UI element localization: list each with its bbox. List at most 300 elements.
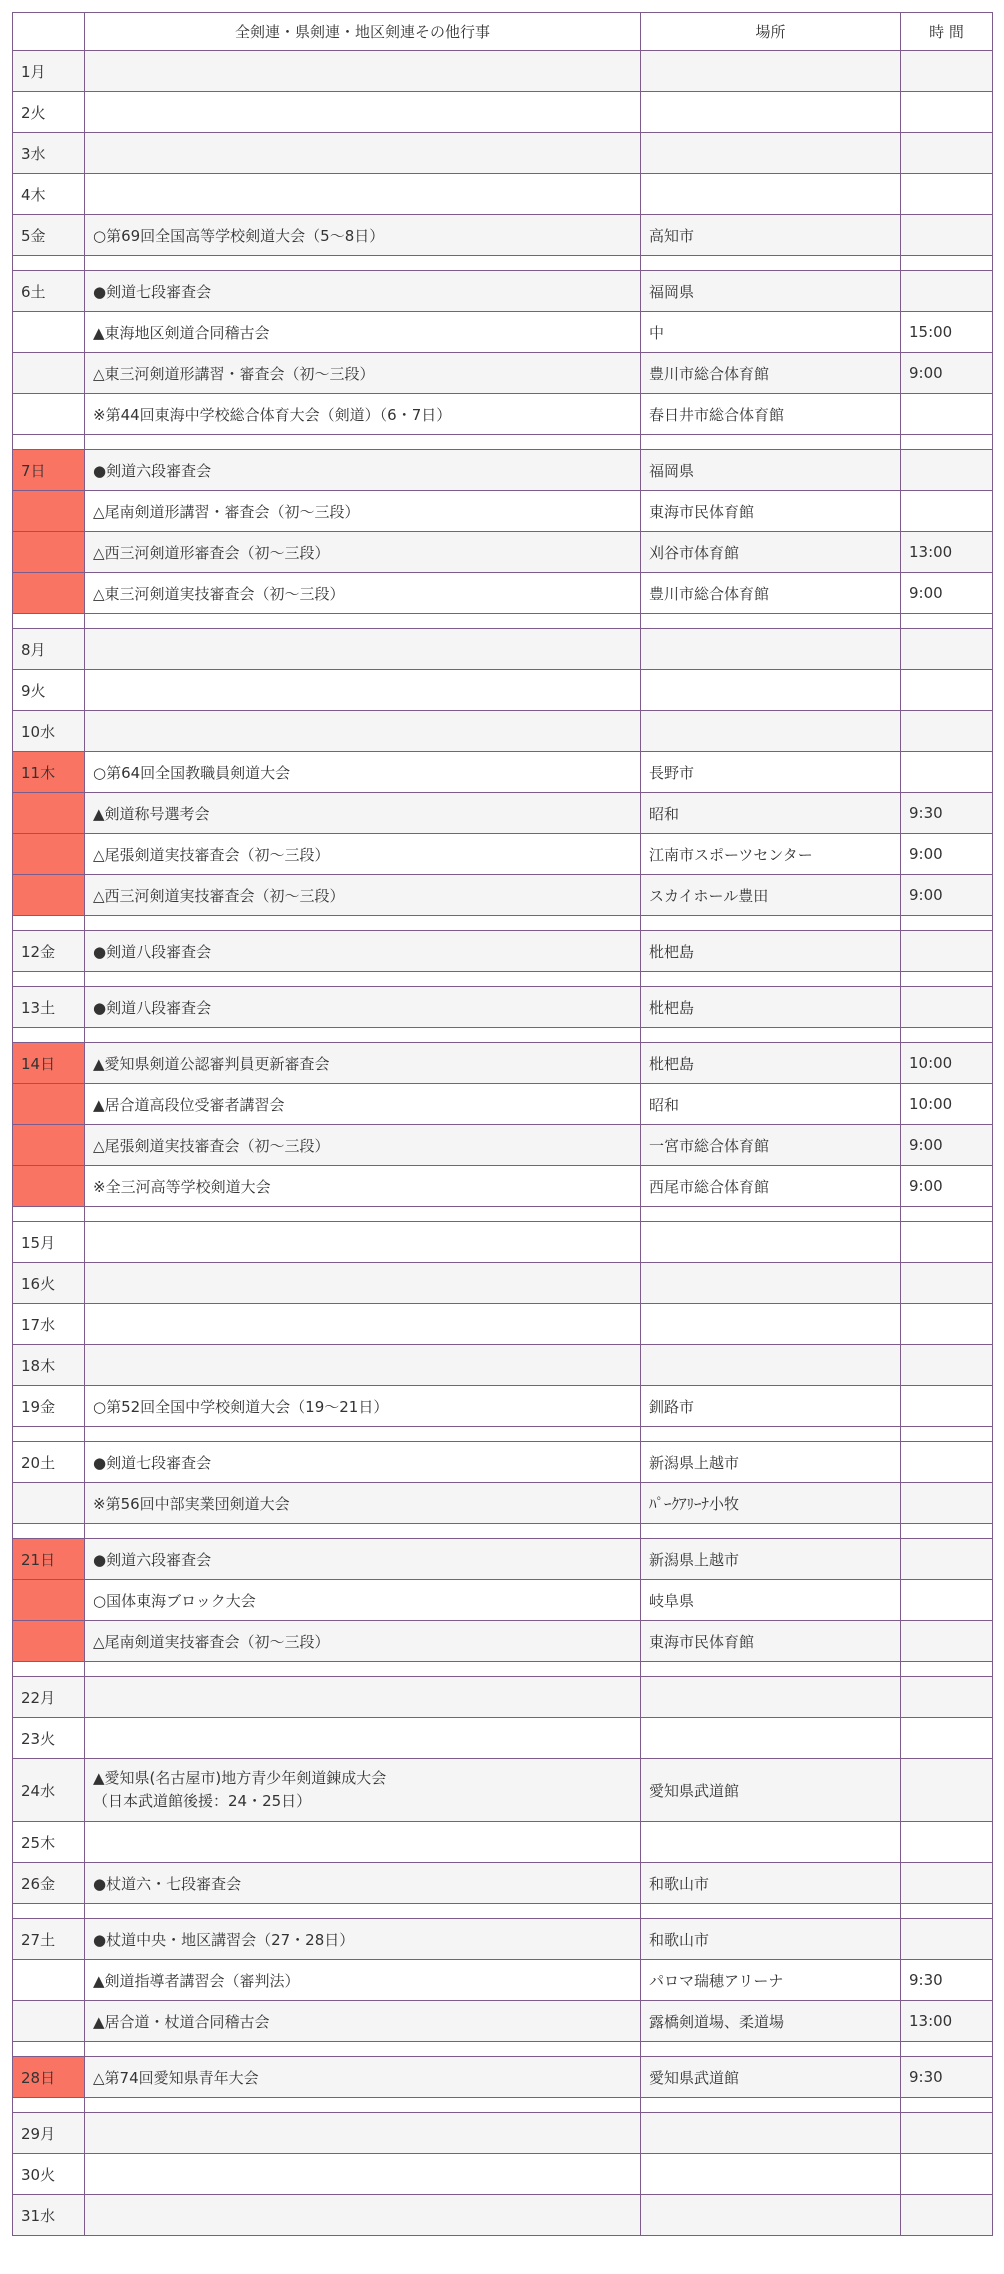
place-cell: [641, 133, 901, 174]
event-cell: ●剣道八段審査会: [85, 931, 641, 972]
event-cell: △尾南剣道形講習・審査会（初〜三段）: [85, 491, 641, 532]
place-cell: [641, 92, 901, 133]
time-cell: [901, 1304, 993, 1345]
place-cell: 東海市民体育館: [641, 491, 901, 532]
event-cell: △東三河剣道実技審査会（初〜三段）: [85, 573, 641, 614]
spacer-cell: [641, 1207, 901, 1222]
header-time: 時 間: [901, 13, 993, 51]
event-cell: [85, 51, 641, 92]
time-cell: [901, 450, 993, 491]
event-cell: ○第69回全国高等学校剣道大会（5〜8日）: [85, 215, 641, 256]
time-cell: [901, 752, 993, 793]
event-cell: [85, 1222, 641, 1263]
place-cell: 中: [641, 312, 901, 353]
date-cell: 5金: [13, 215, 85, 256]
date-cell: [13, 1580, 85, 1621]
header-date: [13, 13, 85, 51]
event-cell: [85, 1677, 641, 1718]
date-cell: 7日: [13, 450, 85, 491]
spacer-cell: [13, 614, 85, 629]
spacer-cell: [13, 1028, 85, 1043]
event-cell: △第74回愛知県青年大会: [85, 2057, 641, 2098]
date-cell: [13, 1125, 85, 1166]
time-cell: [901, 2154, 993, 2195]
place-cell: 昭和: [641, 1084, 901, 1125]
place-cell: [641, 1263, 901, 1304]
time-cell: [901, 1759, 993, 1822]
spacer-cell: [85, 435, 641, 450]
spacer-cell: [85, 972, 641, 987]
event-cell: ▲東海地区剣道合同稽古会: [85, 312, 641, 353]
table-row: [13, 1822, 993, 1863]
event-cell: ▲愛知県剣道公認審判員更新審査会: [85, 1043, 641, 1084]
spacer-cell: [641, 972, 901, 987]
time-cell: [901, 629, 993, 670]
event-cell: ●剣道七段審査会: [85, 1442, 641, 1483]
spacer-cell: [85, 2098, 641, 2113]
table-row: [13, 2113, 993, 2154]
table-row: [13, 1580, 993, 1621]
spacer-cell: [901, 1662, 993, 1677]
spacer-cell: [13, 1904, 85, 1919]
table-row: [13, 793, 993, 834]
event-cell: [85, 1822, 641, 1863]
event-cell: ●剣道六段審査会: [85, 450, 641, 491]
spacer-cell: [901, 256, 993, 271]
table-row: [13, 174, 993, 215]
spacer-cell: [901, 2042, 993, 2057]
table-row: [13, 1386, 993, 1427]
place-cell: [641, 2113, 901, 2154]
spacer-cell: [641, 2042, 901, 2057]
event-cell: ●剣道八段審査会: [85, 987, 641, 1028]
place-cell: 和歌山市: [641, 1919, 901, 1960]
spacer-cell: [641, 1427, 901, 1442]
date-cell: 16火: [13, 1263, 85, 1304]
time-cell: [901, 491, 993, 532]
event-cell: [85, 1304, 641, 1345]
date-cell: [13, 875, 85, 916]
event-cell: [85, 711, 641, 752]
place-cell: [641, 1822, 901, 1863]
time-cell: [901, 2195, 993, 2236]
time-cell: [901, 1386, 993, 1427]
date-cell: 19金: [13, 1386, 85, 1427]
table-row: [13, 1539, 993, 1580]
place-cell: [641, 174, 901, 215]
date-cell: 4木: [13, 174, 85, 215]
spacer-row: [13, 2042, 993, 2057]
date-cell: 11木: [13, 752, 85, 793]
date-cell: 14日: [13, 1043, 85, 1084]
time-cell: [901, 1822, 993, 1863]
spacer-cell: [13, 972, 85, 987]
place-cell: 東海市民体育館: [641, 1621, 901, 1662]
event-cell: ○第64回全国教職員剣道大会: [85, 752, 641, 793]
table-row: [13, 1677, 993, 1718]
time-cell: [901, 1677, 993, 1718]
place-cell: 新潟県上越市: [641, 1539, 901, 1580]
table-row: [13, 1863, 993, 1904]
event-line: ▲愛知県(名古屋市)地方青少年剣道錬成大会: [93, 1769, 387, 1787]
time-cell: [901, 670, 993, 711]
event-cell: ●剣道七段審査会: [85, 271, 641, 312]
place-cell: スカイホール豊田: [641, 875, 901, 916]
event-cell: ○国体東海ブロック大会: [85, 1580, 641, 1621]
event-cell: △尾張剣道実技審査会（初〜三段）: [85, 1125, 641, 1166]
date-cell: [13, 1084, 85, 1125]
header-place: 場所: [641, 13, 901, 51]
time-cell: [901, 1580, 993, 1621]
time-cell: [901, 271, 993, 312]
date-cell: [13, 1483, 85, 1524]
place-cell: [641, 670, 901, 711]
place-cell: 釧路市: [641, 1386, 901, 1427]
spacer-cell: [901, 972, 993, 987]
place-cell: 新潟県上越市: [641, 1442, 901, 1483]
spacer-row: [13, 1904, 993, 1919]
event-cell: △西三河剣道実技審査会（初〜三段）: [85, 875, 641, 916]
time-cell: [901, 1442, 993, 1483]
event-cell: [85, 1759, 641, 1822]
table-row: [13, 875, 993, 916]
table-row: [13, 1483, 993, 1524]
date-cell: 2火: [13, 92, 85, 133]
spacer-cell: [13, 1207, 85, 1222]
place-cell: パロマ瑞穂アリーナ: [641, 1960, 901, 2001]
table-body: [13, 51, 993, 2236]
table-row: [13, 1718, 993, 1759]
place-cell: [641, 629, 901, 670]
spacer-cell: [641, 1524, 901, 1539]
spacer-cell: [85, 1427, 641, 1442]
date-cell: 28日: [13, 2057, 85, 2098]
place-cell: [641, 1718, 901, 1759]
spacer-row: [13, 1524, 993, 1539]
table-row: [13, 491, 993, 532]
date-cell: [13, 834, 85, 875]
spacer-cell: [13, 916, 85, 931]
time-cell: 9:30: [901, 793, 993, 834]
event-cell: [85, 1345, 641, 1386]
spacer-cell: [85, 256, 641, 271]
spacer-cell: [901, 1524, 993, 1539]
time-cell: [901, 1863, 993, 1904]
place-cell: 岐阜県: [641, 1580, 901, 1621]
spacer-row: [13, 614, 993, 629]
event-cell: [85, 174, 641, 215]
time-cell: 9:30: [901, 1960, 993, 2001]
event-cell: [85, 133, 641, 174]
place-cell: [641, 51, 901, 92]
time-cell: 9:00: [901, 875, 993, 916]
time-cell: 9:00: [901, 573, 993, 614]
spacer-row: [13, 972, 993, 987]
time-cell: 10:00: [901, 1043, 993, 1084]
time-cell: [901, 931, 993, 972]
spacer-cell: [901, 1207, 993, 1222]
spacer-cell: [85, 1662, 641, 1677]
place-cell: 高知市: [641, 215, 901, 256]
place-cell: 福岡県: [641, 450, 901, 491]
spacer-row: [13, 1207, 993, 1222]
place-cell: ﾊﾟｰｸｱﾘｰﾅ小牧: [641, 1483, 901, 1524]
date-cell: 6土: [13, 271, 85, 312]
place-cell: [641, 1304, 901, 1345]
spacer-cell: [901, 435, 993, 450]
spacer-cell: [641, 1904, 901, 1919]
table-row: [13, 2154, 993, 2195]
spacer-cell: [13, 1524, 85, 1539]
place-cell: 和歌山市: [641, 1863, 901, 1904]
spacer-cell: [641, 256, 901, 271]
event-cell: △尾張剣道実技審査会（初〜三段）: [85, 834, 641, 875]
place-cell: [641, 711, 901, 752]
time-cell: 9:30: [901, 2057, 993, 2098]
spacer-cell: [641, 435, 901, 450]
time-cell: [901, 1222, 993, 1263]
time-cell: 13:00: [901, 532, 993, 573]
spacer-cell: [13, 1662, 85, 1677]
date-cell: 13土: [13, 987, 85, 1028]
table-row: [13, 1043, 993, 1084]
place-cell: 豊川市総合体育館: [641, 573, 901, 614]
event-cell: ○第52回全国中学校剣道大会（19〜21日）: [85, 1386, 641, 1427]
spacer-row: [13, 2098, 993, 2113]
spacer-cell: [85, 614, 641, 629]
table-row: [13, 752, 993, 793]
place-cell: 枇杷島: [641, 1043, 901, 1084]
event-cell: [85, 1718, 641, 1759]
event-cell: ●剣道六段審査会: [85, 1539, 641, 1580]
table-row: [13, 2057, 993, 2098]
time-cell: [901, 1539, 993, 1580]
time-cell: [901, 174, 993, 215]
time-cell: [901, 1718, 993, 1759]
table-row: [13, 1222, 993, 1263]
table-row: [13, 51, 993, 92]
date-cell: [13, 532, 85, 573]
event-cell: ▲剣道指導者講習会（審判法）: [85, 1960, 641, 2001]
table-header: [13, 13, 993, 51]
place-cell: 豊川市総合体育館: [641, 353, 901, 394]
event-cell: ▲居合道高段位受審者講習会: [85, 1084, 641, 1125]
event-cell: △東三河剣道形講習・審査会（初〜三段）: [85, 353, 641, 394]
time-cell: [901, 215, 993, 256]
spacer-row: [13, 916, 993, 931]
spacer-cell: [901, 1904, 993, 1919]
time-cell: 13:00: [901, 2001, 993, 2042]
spacer-row: [13, 256, 993, 271]
spacer-cell: [901, 2098, 993, 2113]
spacer-cell: [901, 1427, 993, 1442]
time-cell: [901, 51, 993, 92]
event-cell: ●杖道中央・地区講習会（27・28日）: [85, 1919, 641, 1960]
spacer-cell: [13, 435, 85, 450]
table-row: [13, 215, 993, 256]
place-cell: 枇杷島: [641, 987, 901, 1028]
date-cell: [13, 1166, 85, 1207]
spacer-cell: [641, 614, 901, 629]
time-cell: [901, 987, 993, 1028]
place-cell: 江南市スポーツセンター: [641, 834, 901, 875]
table-row: [13, 1621, 993, 1662]
table-row: [13, 450, 993, 491]
spacer-cell: [901, 916, 993, 931]
table-row: [13, 670, 993, 711]
place-cell: 刈谷市体育館: [641, 532, 901, 573]
schedule-table: [12, 12, 993, 2236]
spacer-cell: [641, 2098, 901, 2113]
date-cell: 24水: [13, 1759, 85, 1822]
date-cell: 30火: [13, 2154, 85, 2195]
date-cell: 26金: [13, 1863, 85, 1904]
time-cell: [901, 1621, 993, 1662]
table-row: [13, 987, 993, 1028]
table-row: [13, 834, 993, 875]
table-row: [13, 711, 993, 752]
date-cell: 23火: [13, 1718, 85, 1759]
place-cell: 春日井市総合体育館: [641, 394, 901, 435]
date-cell: 1月: [13, 51, 85, 92]
spacer-cell: [641, 1028, 901, 1043]
spacer-cell: [85, 1028, 641, 1043]
date-cell: 18木: [13, 1345, 85, 1386]
spacer-cell: [85, 1904, 641, 1919]
spacer-cell: [13, 2098, 85, 2113]
date-cell: [13, 353, 85, 394]
table-row: [13, 1345, 993, 1386]
event-cell: △西三河剣道形審査会（初〜三段）: [85, 532, 641, 573]
event-cell: △尾南剣道実技審査会（初〜三段）: [85, 1621, 641, 1662]
place-cell: 長野市: [641, 752, 901, 793]
table-row: [13, 133, 993, 174]
event-cell: [85, 92, 641, 133]
table-row: [13, 2001, 993, 2042]
time-cell: 10:00: [901, 1084, 993, 1125]
spacer-cell: [85, 1207, 641, 1222]
time-cell: [901, 711, 993, 752]
table-row: [13, 92, 993, 133]
place-cell: [641, 2195, 901, 2236]
date-cell: [13, 793, 85, 834]
table-row: [13, 629, 993, 670]
place-cell: 枇杷島: [641, 931, 901, 972]
time-cell: 9:00: [901, 1125, 993, 1166]
spacer-cell: [85, 2042, 641, 2057]
date-cell: [13, 394, 85, 435]
time-cell: [901, 133, 993, 174]
event-cell: ▲剣道称号選考会: [85, 793, 641, 834]
table-row: [13, 1919, 993, 1960]
date-cell: 27土: [13, 1919, 85, 1960]
event-cell: [85, 2195, 641, 2236]
spacer-row: [13, 1028, 993, 1043]
event-line: （日本武道館後援：24・25日）: [93, 1792, 312, 1810]
place-cell: 福岡県: [641, 271, 901, 312]
event-cell: ●杖道六・七段審査会: [85, 1863, 641, 1904]
event-cell: ▲居合道・杖道合同稽古会: [85, 2001, 641, 2042]
date-cell: [13, 2001, 85, 2042]
table-row: [13, 1263, 993, 1304]
spacer-row: [13, 1662, 993, 1677]
header-event: 全剣連・県剣連・地区剣連その他行事: [85, 13, 641, 51]
time-cell: [901, 2113, 993, 2154]
date-cell: [13, 1960, 85, 2001]
table-row: [13, 532, 993, 573]
time-cell: 15:00: [901, 312, 993, 353]
table-row: [13, 1125, 993, 1166]
table-row: [13, 1084, 993, 1125]
time-cell: 9:00: [901, 353, 993, 394]
date-cell: 29月: [13, 2113, 85, 2154]
date-cell: 25木: [13, 1822, 85, 1863]
date-cell: 21日: [13, 1539, 85, 1580]
table-row: [13, 353, 993, 394]
table-row: [13, 931, 993, 972]
spacer-cell: [13, 256, 85, 271]
place-cell: [641, 1677, 901, 1718]
date-cell: 20土: [13, 1442, 85, 1483]
table-row: [13, 573, 993, 614]
time-cell: [901, 1483, 993, 1524]
place-cell: 一宮市総合体育館: [641, 1125, 901, 1166]
place-cell: [641, 1345, 901, 1386]
spacer-cell: [85, 1524, 641, 1539]
event-cell: ※全三河高等学校剣道大会: [85, 1166, 641, 1207]
schedule-container: [12, 12, 992, 2236]
table-row: [13, 1304, 993, 1345]
spacer-cell: [641, 1662, 901, 1677]
date-cell: [13, 573, 85, 614]
spacer-cell: [13, 2042, 85, 2057]
spacer-cell: [901, 1028, 993, 1043]
date-cell: [13, 312, 85, 353]
table-row: [13, 1442, 993, 1483]
place-cell: 昭和: [641, 793, 901, 834]
time-cell: [901, 1919, 993, 1960]
table-row: [13, 394, 993, 435]
place-cell: 西尾市総合体育館: [641, 1166, 901, 1207]
event-cell: [85, 1263, 641, 1304]
spacer-cell: [641, 916, 901, 931]
event-cell: [85, 2154, 641, 2195]
time-cell: 9:00: [901, 834, 993, 875]
spacer-cell: [85, 916, 641, 931]
event-cell: [85, 2113, 641, 2154]
date-cell: 8月: [13, 629, 85, 670]
date-cell: 12金: [13, 931, 85, 972]
spacer-row: [13, 435, 993, 450]
event-cell: ※第56回中部実業団剣道大会: [85, 1483, 641, 1524]
date-cell: [13, 491, 85, 532]
table-row: [13, 1166, 993, 1207]
date-cell: 9火: [13, 670, 85, 711]
table-row: [13, 2195, 993, 2236]
event-cell: [85, 629, 641, 670]
time-cell: [901, 1345, 993, 1386]
date-cell: 31水: [13, 2195, 85, 2236]
time-cell: [901, 92, 993, 133]
spacer-row: [13, 1427, 993, 1442]
date-cell: 22月: [13, 1677, 85, 1718]
event-cell: [85, 670, 641, 711]
spacer-cell: [13, 1427, 85, 1442]
table-row: [13, 1960, 993, 2001]
time-cell: [901, 1263, 993, 1304]
place-cell: 愛知県武道館: [641, 2057, 901, 2098]
place-cell: 愛知県武道館: [641, 1759, 901, 1822]
